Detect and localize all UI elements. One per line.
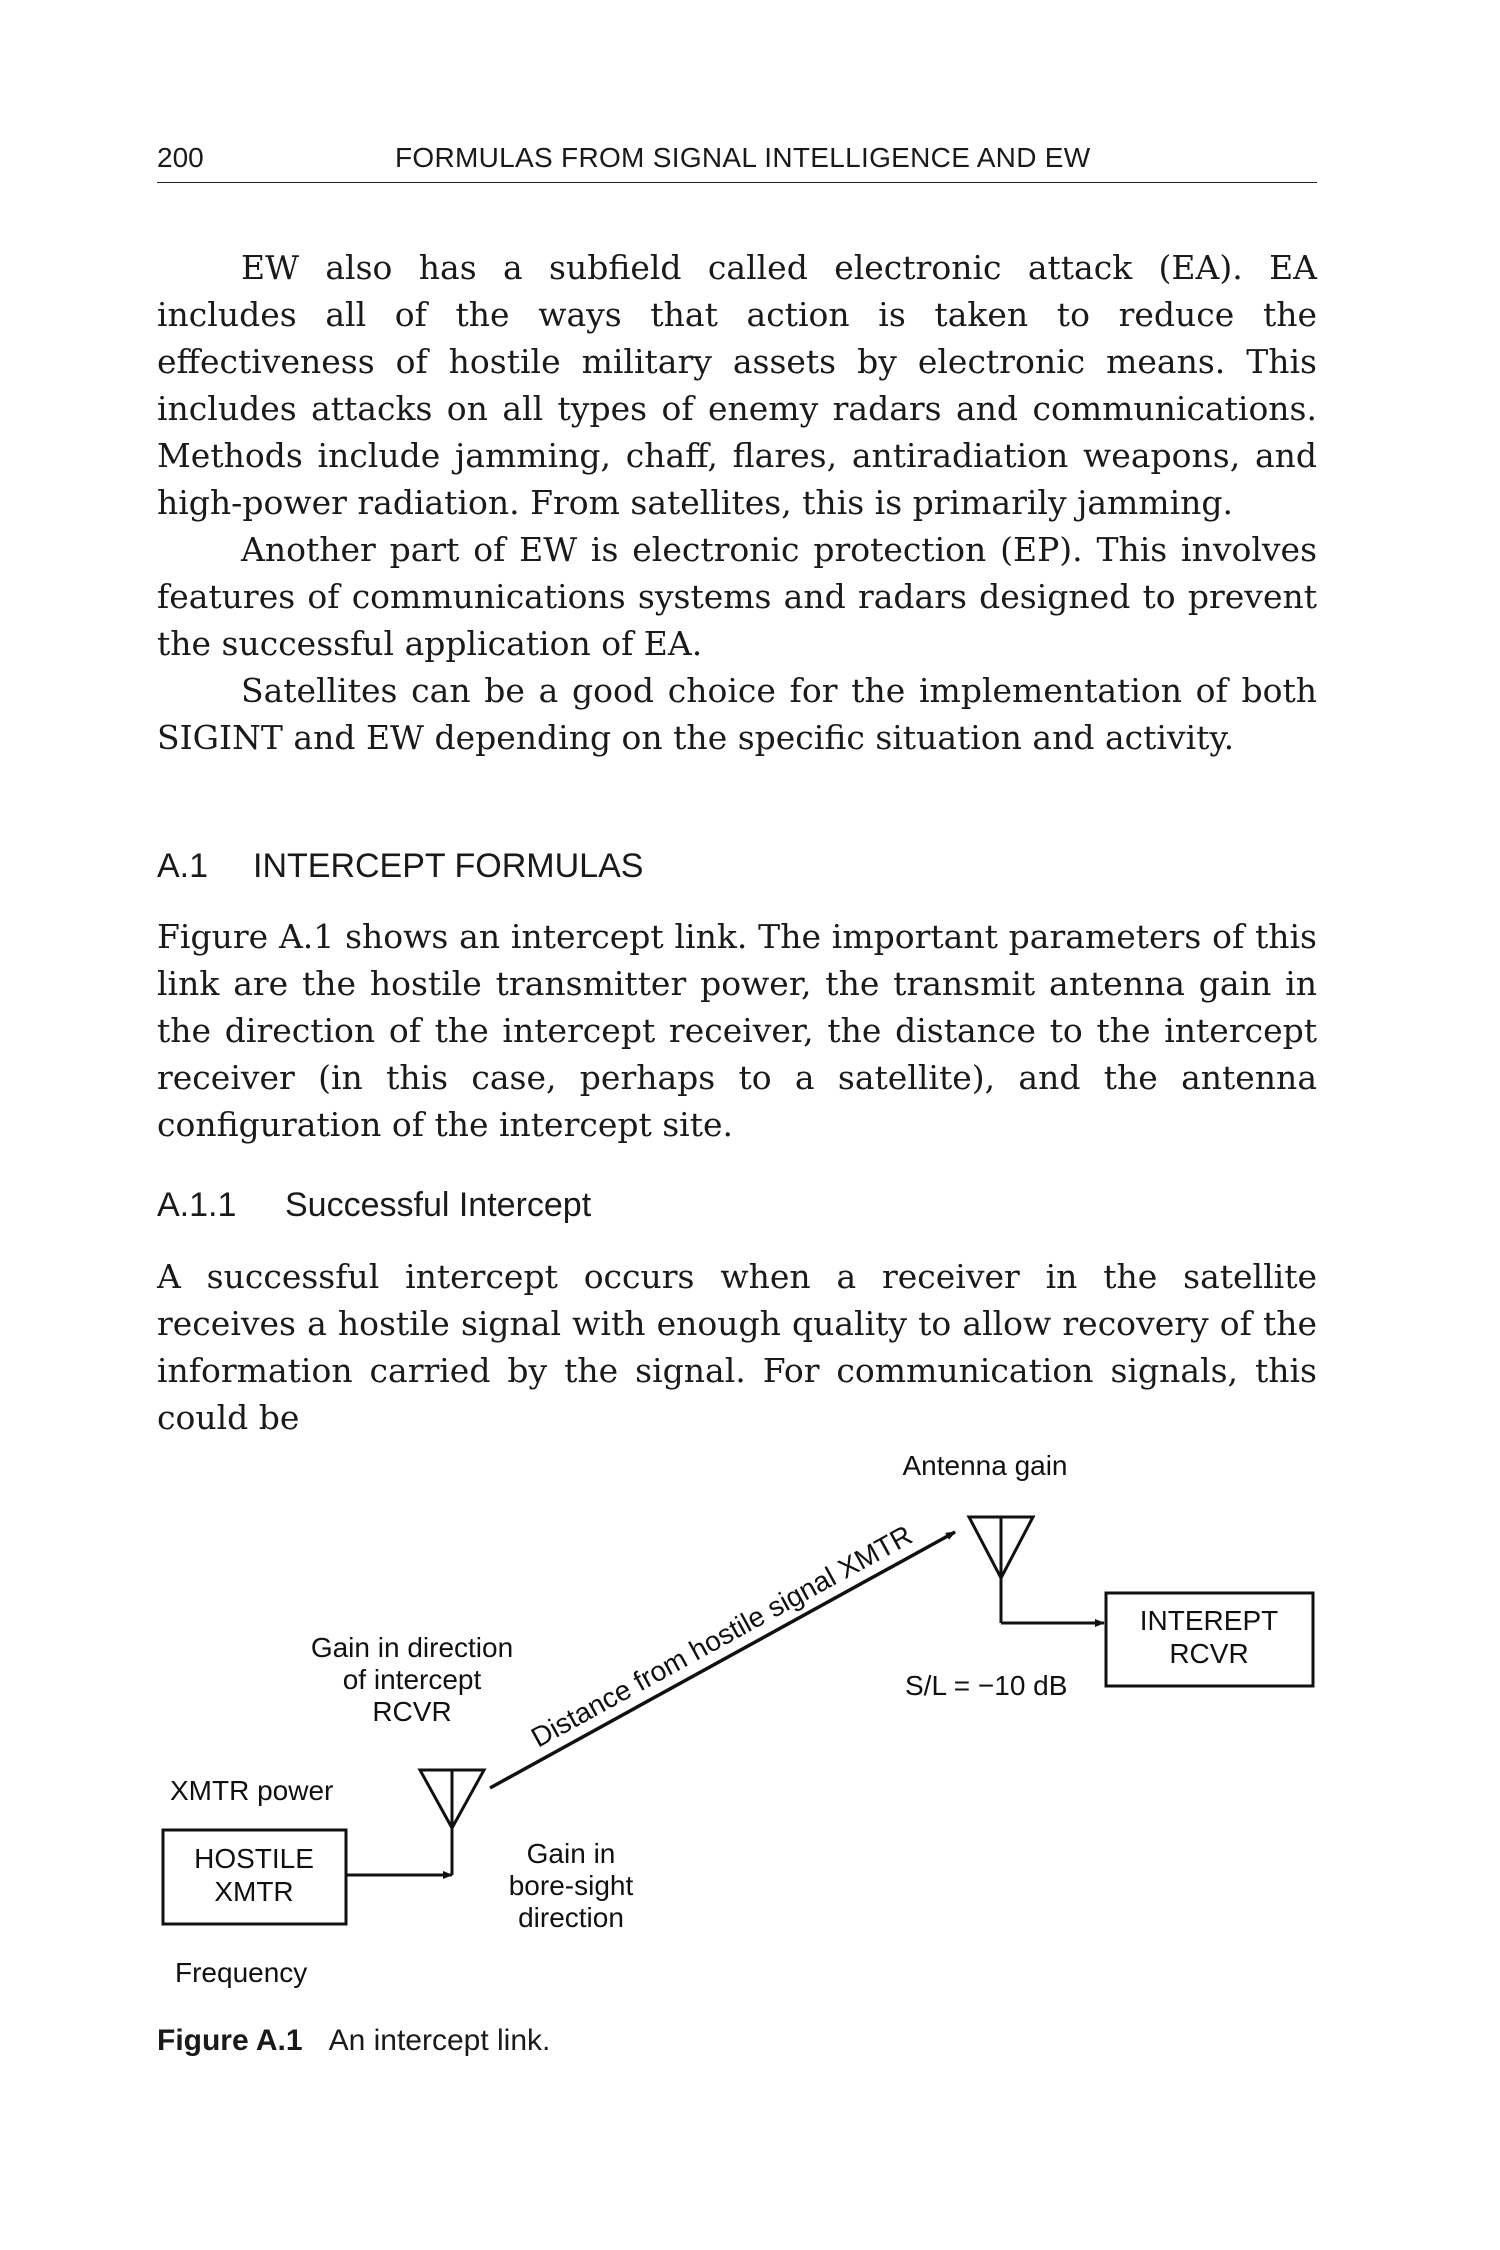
figure-caption-label: Figure A.1 (157, 2024, 303, 2057)
body-text-a11 (157, 1253, 1317, 1441)
body-text-a1 (157, 913, 1317, 1148)
boresight-line1: Gain in (526, 1838, 616, 1869)
hostile-xmtr-line1: HOSTILE (194, 1843, 314, 1874)
boresight-line3: direction (518, 1902, 624, 1933)
gain-direction-line3: RCVR (372, 1696, 452, 1727)
gain-direction-line1: Gain in direction (310, 1632, 514, 1663)
running-header (157, 138, 1317, 183)
distance-label: Distance from hostile signal XMTR (525, 1519, 918, 1754)
body-text-top (157, 244, 1317, 761)
section-heading-a11 (157, 1186, 591, 1225)
boresight-line2: bore-sight (508, 1870, 634, 1901)
rcvr-line2: RCVR (1169, 1638, 1249, 1669)
rcvr-line1: INTEREPT (1139, 1605, 1279, 1636)
paragraph-successful-intercept: A successful intercept occurs when a receiver in the satellite receives a hostile signal with enough quality to allow recovery of the information carried by the signal. For communication signals, this could be (157, 1257, 1317, 1437)
signal-level-label: S/L = −10 dB (905, 1670, 1068, 1701)
paragraph-ep: Another part of EW is electronic protection (EP). This involves features of communications systems and radars designed to prevent the successful application of EA. (157, 530, 1317, 663)
paragraph-ea: EW also has a subfield called electronic attack (EA). EA includes all of the ways that action is taken to reduce the effectiveness of hostile military assets by electronic means. This includes attacks on all types of enemy radars and communications. Methods include jamming, chaff, flares, antiradiation weapons, and high-power radiation. From satellites, this is primarily jamming. (157, 248, 1317, 522)
subsection-title: Successful Intercept (285, 1186, 592, 1224)
section-title: INTERCEPT FORMULAS (253, 847, 644, 885)
page-number: 200 (157, 142, 204, 173)
xmtr-antenna-icon (420, 1770, 484, 1828)
paragraph-intercept-link: Figure A.1 shows an intercept link. The important parameters of this link are the hostile transmitter power, the transmit antenna gain in the direction of the intercept receiver, the distance to the intercept receiver (in this case, perhaps to a satellite), and the antenna configuration of the intercept site. (157, 917, 1317, 1144)
frequency-label: Frequency (175, 1957, 308, 1988)
antenna-gain-label: Antenna gain (902, 1450, 1068, 1481)
hostile-xmtr-line2: XMTR (214, 1876, 294, 1907)
subsection-number: A.1.1 (157, 1186, 237, 1224)
intercept-link-figure (0, 1430, 1500, 2020)
figure-caption (157, 2024, 550, 2058)
running-title: FORMULAS FROM SIGNAL INTELLIGENCE AND EW (395, 142, 1091, 173)
figure-caption-text: An intercept link. (328, 2024, 551, 2057)
paragraph-satellites: Satellites can be a good choice for the implementation of both SIGINT and EW depending on the specific situation and activity. (157, 671, 1317, 757)
section-number: A.1 (157, 847, 209, 885)
distance-arrow (490, 1532, 955, 1788)
xmtr-power-label: XMTR power (170, 1775, 334, 1806)
section-heading-a1 (157, 847, 643, 886)
gain-direction-line2: of intercept (342, 1664, 482, 1695)
rcvr-antenna-icon (969, 1517, 1033, 1578)
